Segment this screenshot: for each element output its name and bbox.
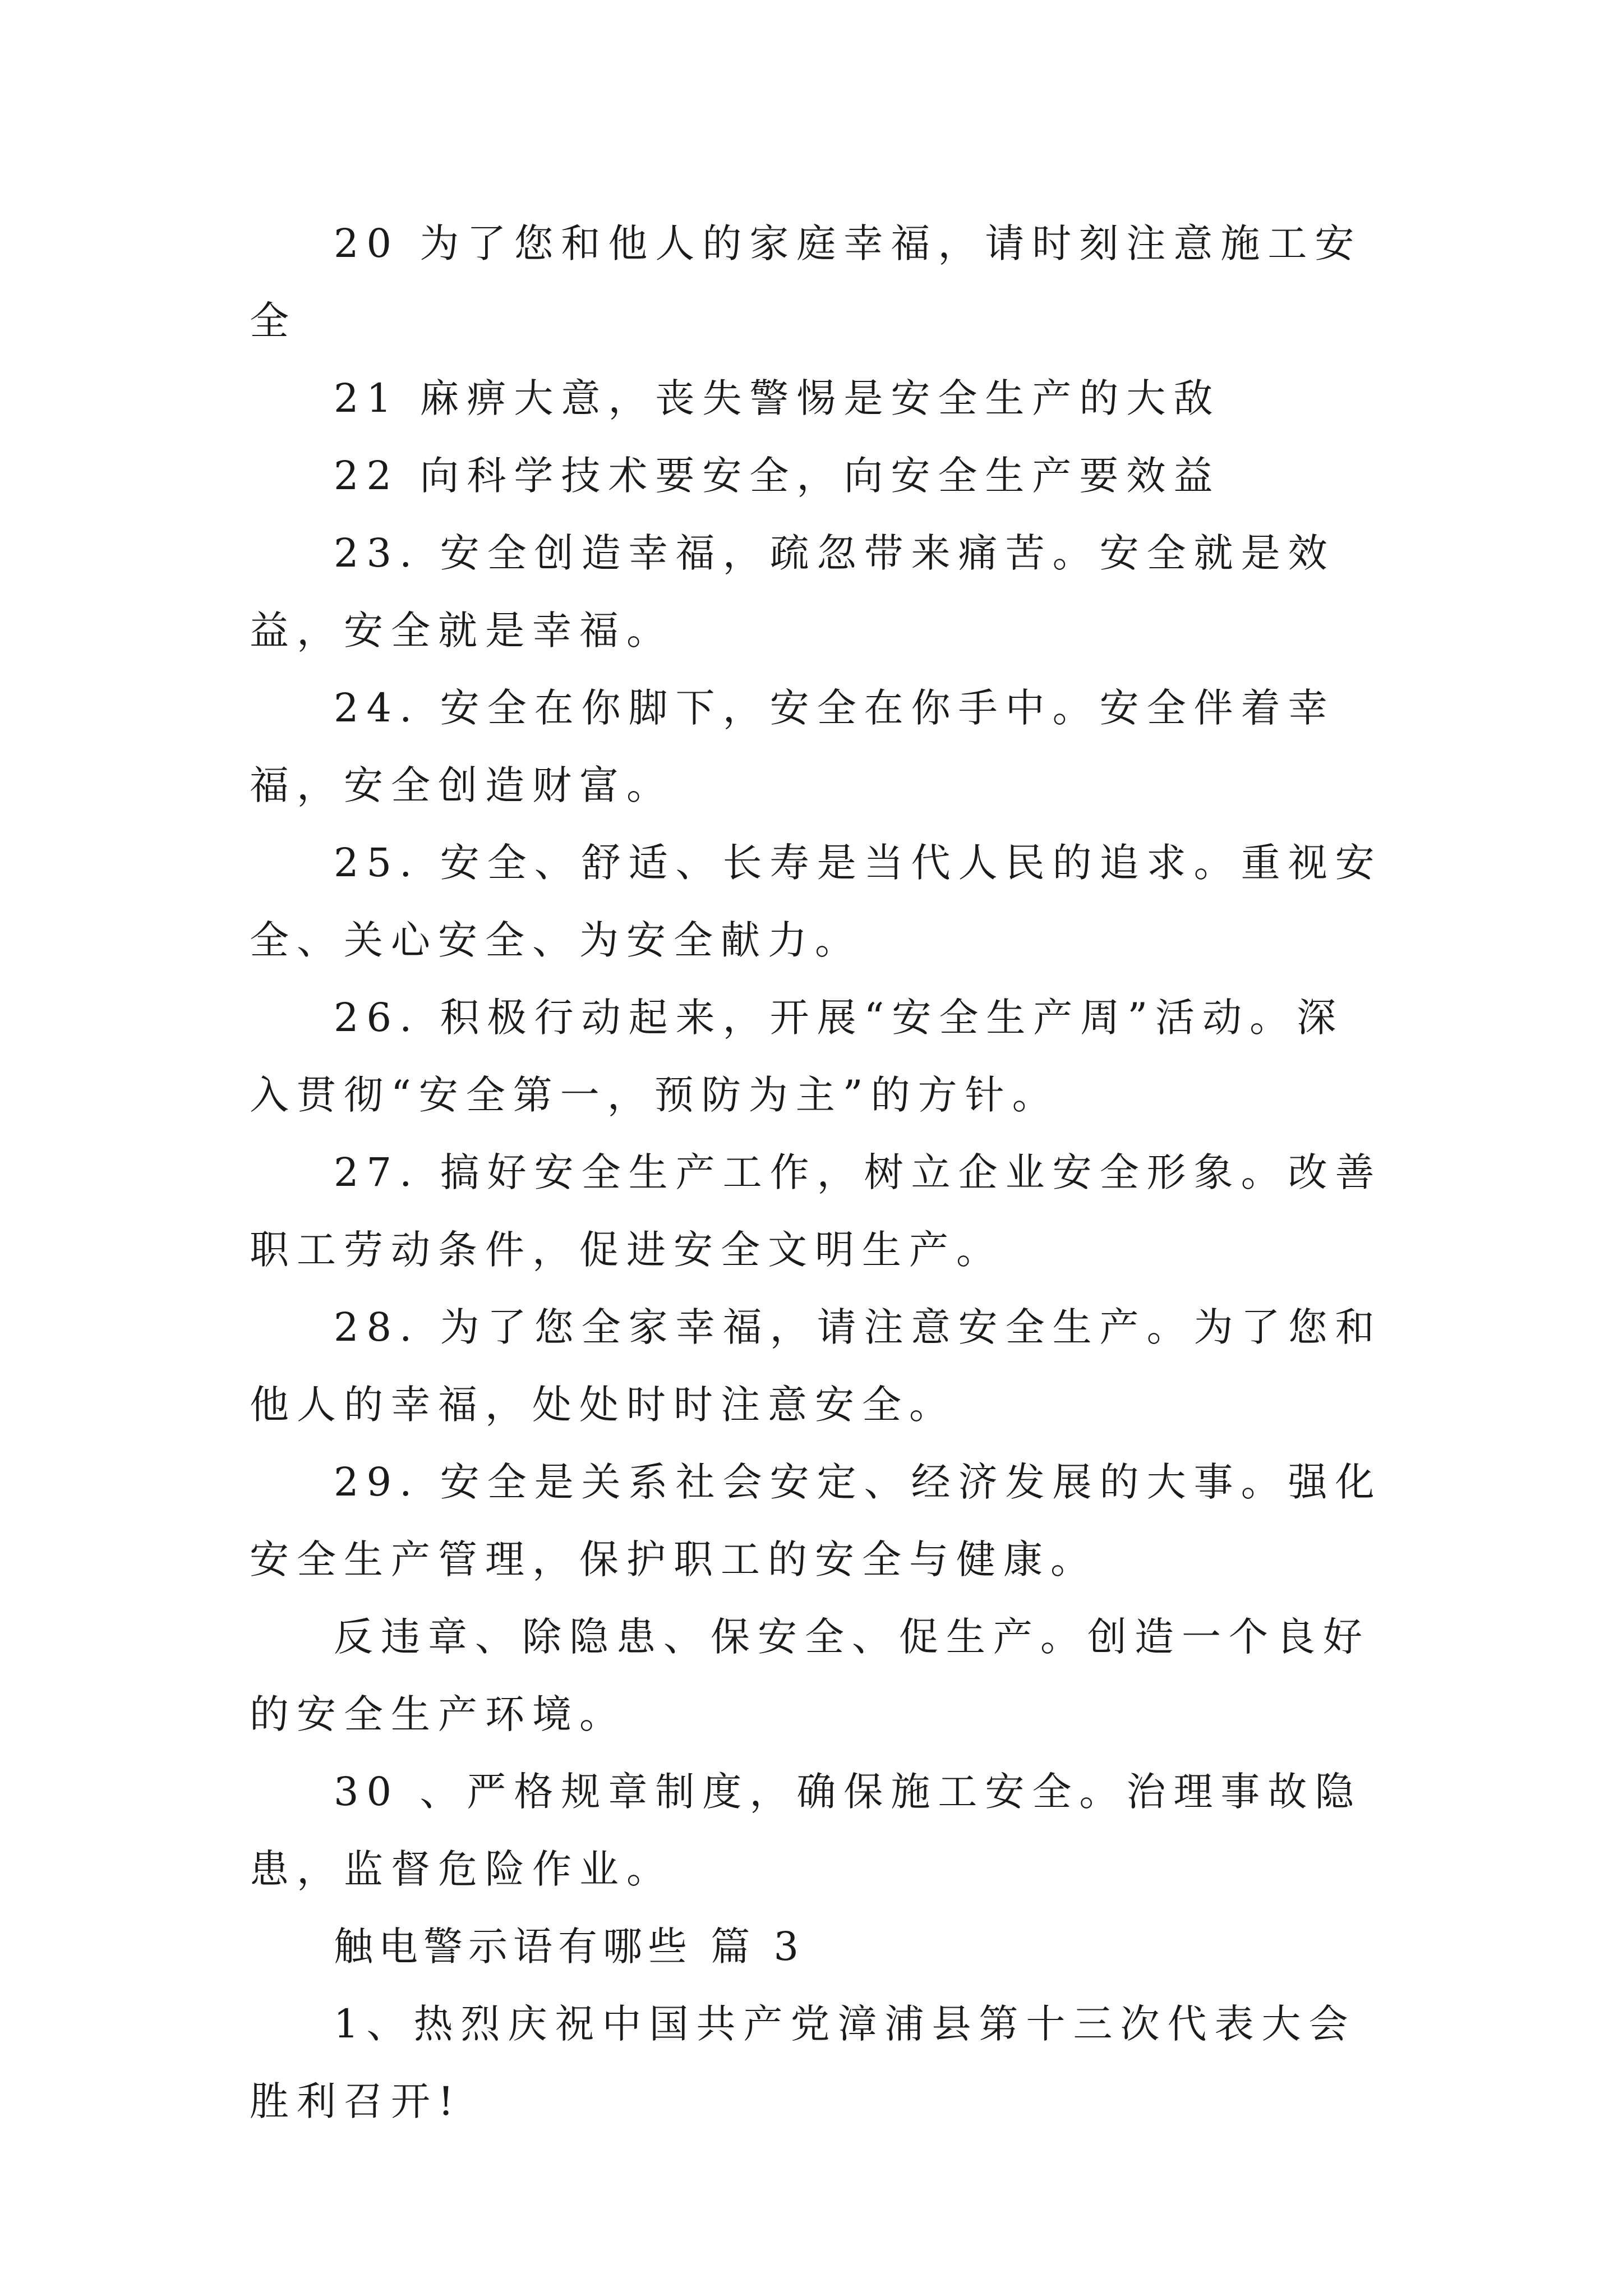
paragraph-26: 26. 积极行动起来，开展“安全生产周”活动。深入贯彻“安全第一，预防为主”的方针。	[250, 995, 1344, 1118]
paragraph-21: 21 麻痹大意，丧失警惕是安全生产的大敌	[334, 375, 1221, 421]
paragraph-23: 23. 安全创造幸福，疏忽带来痛苦。安全就是效益，安全就是幸福。	[250, 530, 1335, 654]
paragraph-22: 22 向科学技术要安全，向安全生产要效益	[334, 453, 1221, 499]
paragraph-28: 28. 为了您全家幸福，请注意安全生产。为了您和他人的幸福，处处时时注意安全。	[250, 1304, 1382, 1428]
paragraph-25: 25. 安全、舒适、长寿是当代人民的追求。重视安全、关心安全、为安全献力。	[250, 840, 1382, 963]
paragraph-27: 27. 搞好安全生产工作，树立企业安全形象。改善职工劳动条件，促进安全文明生产。	[250, 1149, 1382, 1273]
paragraph-29: 29. 安全是关系社会安定、经济发展的大事。强化安全生产管理，保护职工的安全与健康。	[250, 1459, 1382, 1582]
document-body	[250, 205, 1382, 2140]
paragraph-24: 24. 安全在你脚下，安全在你手中。安全伴着幸福，安全创造财富。	[250, 685, 1335, 808]
paragraph-1: 1、热烈庆祝中国共产党漳浦县第十三次代表大会胜利召开!	[250, 2001, 1356, 2124]
section-heading: 触电警示语有哪些 篇 3	[334, 1924, 805, 1970]
paragraph-unnumbered: 反违章、除隐患、保安全、促生产。创造一个良好的安全生产环境。	[250, 1614, 1370, 1737]
paragraph-20: 20 为了您和他人的家庭幸福，请时刻注意施工安全	[250, 220, 1362, 344]
paragraph-30: 30 、严格规章制度，确保施工安全。治理事故隐患，监督危险作业。	[250, 1769, 1362, 1892]
